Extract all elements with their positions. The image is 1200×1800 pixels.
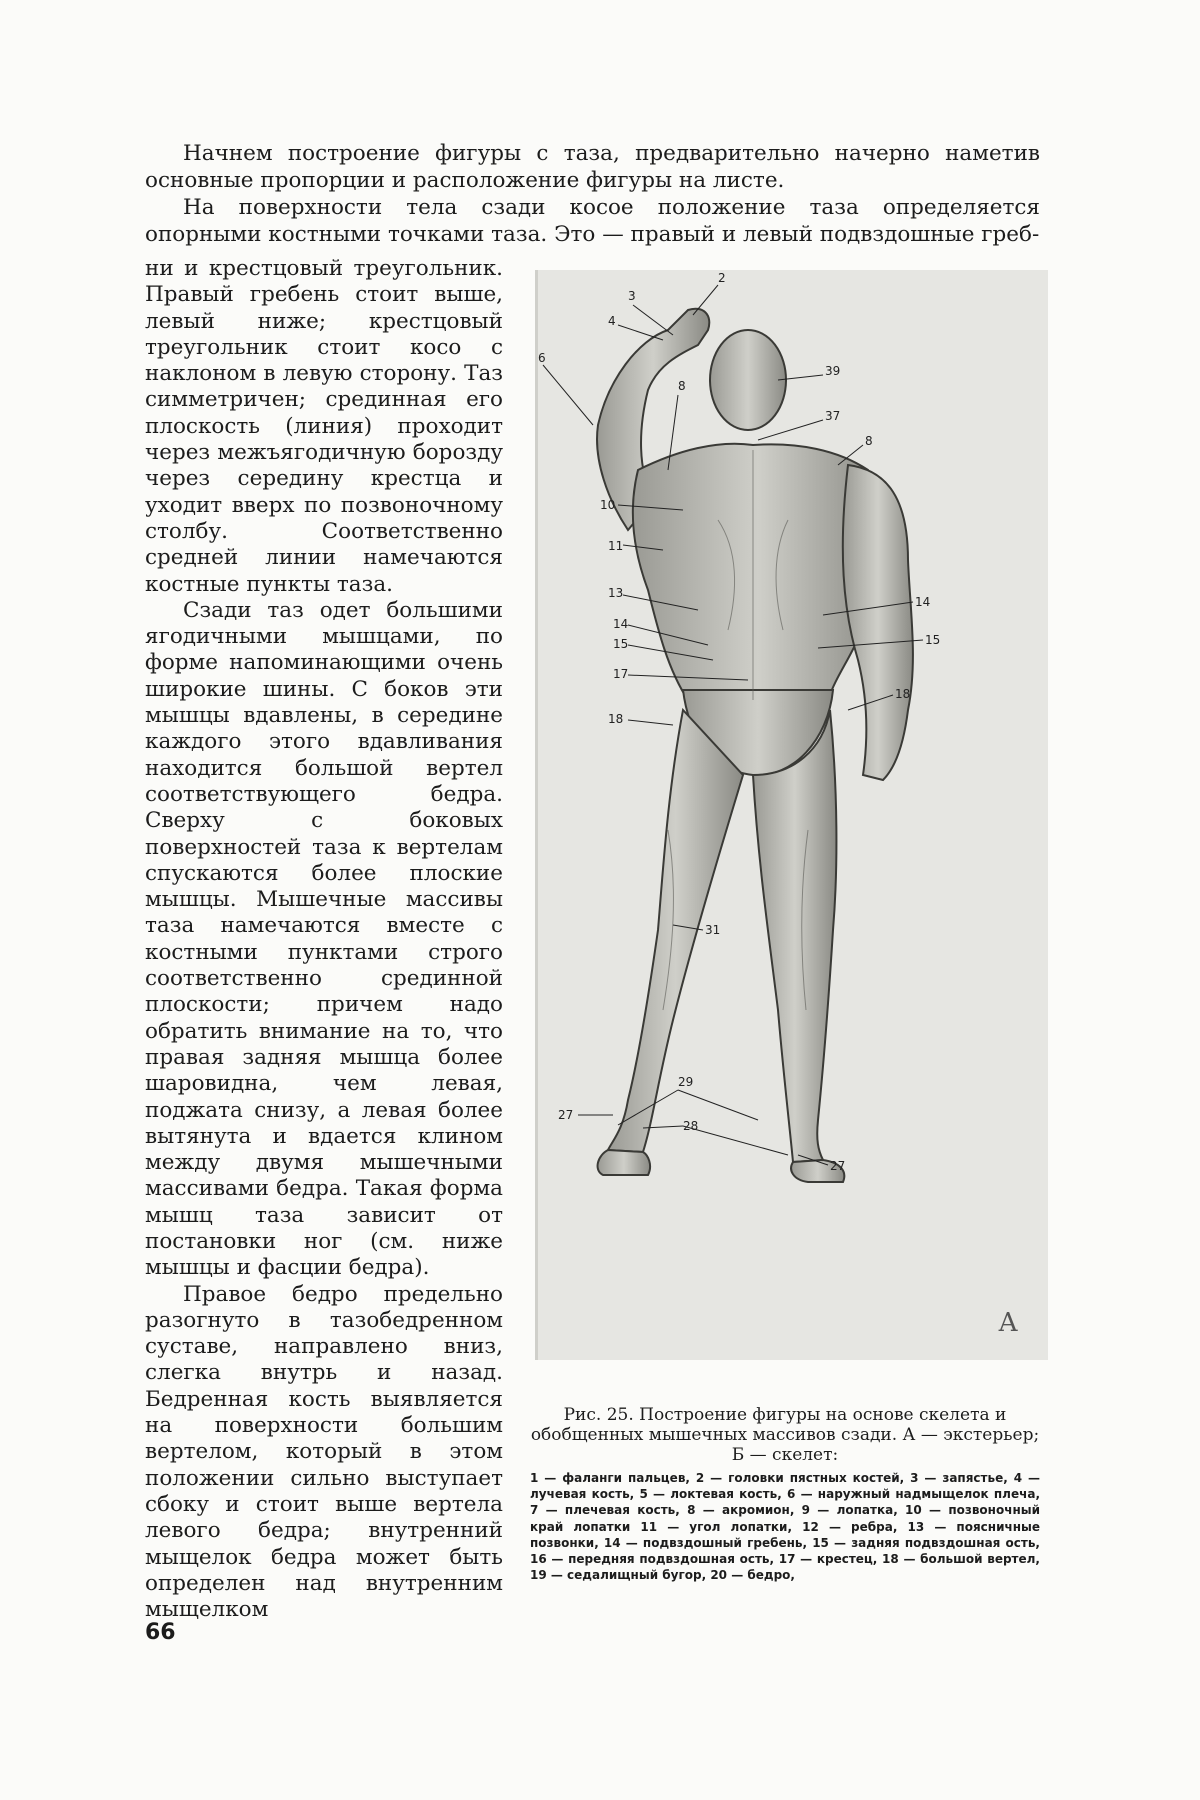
label-11: 11	[608, 539, 624, 553]
label-29: 29	[678, 1075, 694, 1089]
intro-text	[145, 140, 1040, 248]
label-17: 17	[613, 667, 629, 681]
paragraph-3: Сзади таз одет большими ягодичными мышцами, по форме напоминающими очень широкие шины. С боков эти мышцы вдавлены, в середине каждого этого вдавливания находится большой вертел соответствующего бедра. Сверху с боковых поверхностей таза к вертелам спускаются более плоские мышцы. Мышечные массивы таза намечаются вместе с костными пунктами строго соответственно срединной плоскости; причем надо обратить внимание на то, что правая задняя мышца более шаровидна, чем левая, поджата снизу, а левая более вытянута и вдается клином между двумя мышечными массивами бедра. Такая форма мышц таза зависит от постановки ног (см. ниже мышцы и фасции бедра).	[145, 597, 503, 1281]
anatomy-figure	[535, 270, 1048, 1360]
paragraph-1: Начнем построение фигуры с таза, предварительно начерно наметив основные пропорции и расположение фигуры на листе.	[145, 141, 1040, 193]
label-3: 3	[628, 289, 636, 303]
label-39: 39	[825, 364, 841, 378]
label-14b: 14	[915, 595, 931, 609]
label-15b: 15	[925, 633, 941, 647]
paragraph-2-continued: ни и крестцовый треугольник. Правый гребень стоит выше, левый ниже; крестцовый треугольник стоит косо с наклоном в левую сторону. Таз симметричен; срединная его плоскость (линия) проходит через межъягодичную борозду через середину крестца и уходит вверх по позвоночному столбу. Соответственно средней линии намечаются костные пункты таза.	[145, 256, 503, 597]
page-number: 66	[145, 1620, 176, 1645]
label-8a: 8	[678, 379, 686, 393]
figure-caption-title: Рис. 25. Построение фигуры на основе скелета и обобщенных мышечных массивов сзади. А — экстерьер; Б — скелет:	[530, 1405, 1040, 1465]
label-13: 13	[608, 586, 624, 600]
label-4: 4	[608, 314, 616, 328]
paragraph-4: Правое бедро предельно разогнуто в тазобедренном суставе, направлено вниз, слегка внутрь и назад. Бедренная кость выявляется на поверхности большим вертелом, который в этом положении сильно выступает сбоку и стоит выше вертела левого бедра; внутренний мыщелок бедра может быть определен над внутренним мыщелком	[145, 1281, 503, 1623]
label-14a: 14	[613, 617, 629, 631]
paragraph-2-start: На поверхности тела сзади косое положение таза определяется опорными костными точками таза. Это — правый и левый подвздошные греб-	[145, 195, 1040, 247]
label-6: 6	[538, 351, 546, 365]
label-18b: 18	[895, 687, 911, 701]
figure-drawing	[538, 270, 1048, 1360]
label-27b: 27	[830, 1159, 846, 1173]
figure-letter: А	[998, 1308, 1018, 1338]
label-28: 28	[683, 1119, 699, 1133]
label-2: 2	[718, 271, 726, 285]
label-27a: 27	[558, 1108, 574, 1122]
figure-legend: 1 — фаланги пальцев, 2 — головки пястных костей, 3 — запястье, 4 — лучевая кость, 5 — локтевая кость, 6 — наружный надмыщелок плеча, 7 — плечевая кость, 8 — акромион, 9 — лопатка, 10 — позвоночный край лопатки 11 — угол лопатки, 12 — ребра, 13 — поясничные позвонки, 14 — подвздошный гребень, 15 — задняя подвздошная ость, 16 — передняя подвздошная ость, 17 — крестец, 18 — большой вертел, 19 — седалищный бугор, 20 — бедро,	[530, 1471, 1040, 1583]
label-18a: 18	[608, 712, 624, 726]
label-8b: 8	[865, 434, 873, 448]
label-37: 37	[825, 409, 841, 423]
label-15a: 15	[613, 637, 629, 651]
left-column-text	[145, 256, 503, 1623]
label-10: 10	[600, 498, 616, 512]
label-31: 31	[705, 923, 721, 937]
